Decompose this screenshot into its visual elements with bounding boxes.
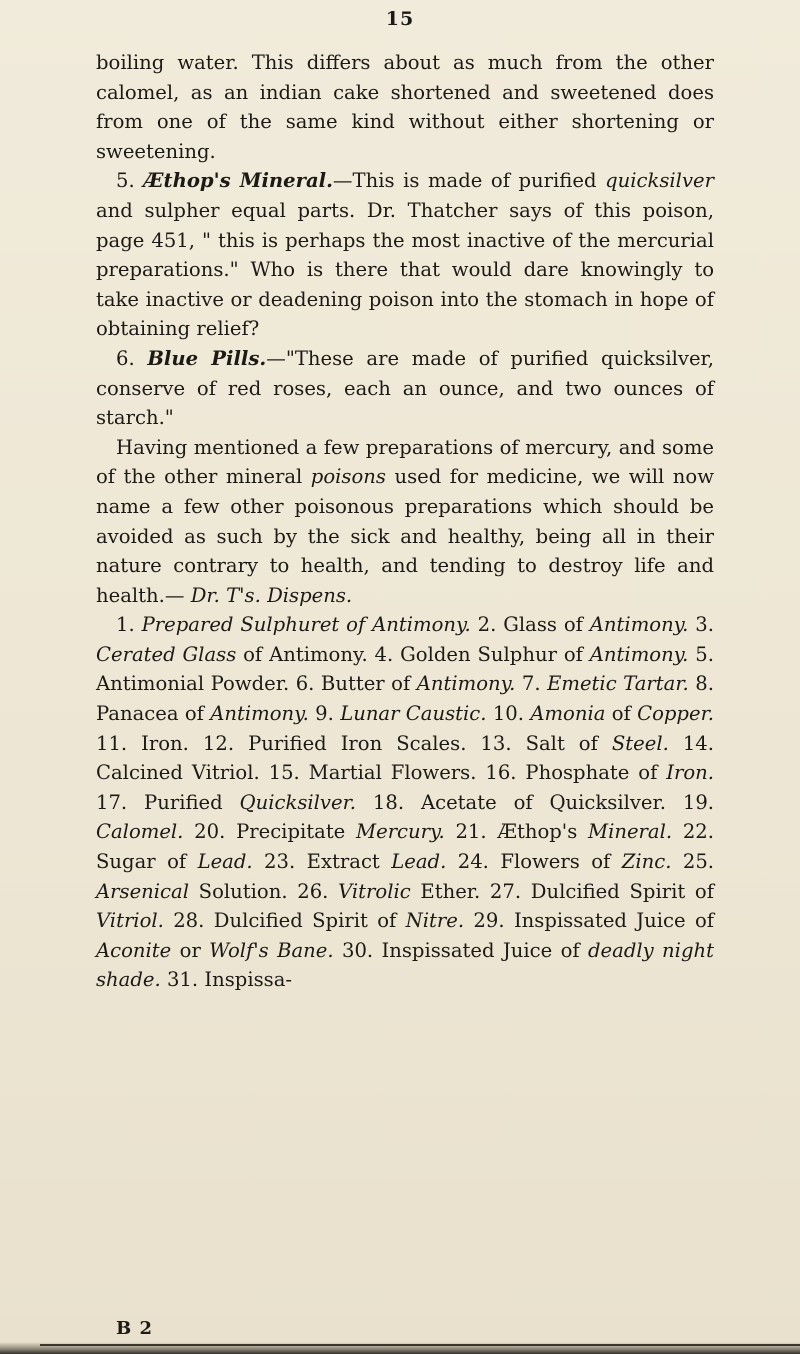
list-item-number: 10. [486,702,531,726]
list-item-text: of Antimony. [236,642,368,666]
list-item-number: 8. [688,672,714,696]
list-item-text: Antimony. [589,642,689,666]
list-item-text: Iron. [141,731,189,755]
list-item-text: Solution. [188,879,288,903]
item-emphasis: quicksilver [605,169,714,193]
list-item-number: 1. [116,613,142,637]
list-item-text: Ether. [410,879,481,903]
list-item-text: Prepared Sulphuret of Antimony. [141,613,471,637]
list-item-text: Æthop's [497,820,588,844]
list-item-number: 14. [668,731,714,755]
list-item-text: Martial Flowers. [308,761,477,785]
list-item-text: Antimonial Powder. [96,672,290,696]
item-text: and sulpher equal parts. Dr. Thatcher says of this poison, page 451, " this is perhaps the most inactive of the mercurial preparations." Who is there that would dare knowingly to take inactive or deadening poison into the stomach in hope of obtaining relief? [96,198,714,341]
list-item-number: 5. [688,642,714,666]
list-item-number: 6. [289,672,321,696]
list-item-number: 2. [470,613,504,637]
list-item-text: Glass of [503,613,590,637]
list-item-number: 15. [259,761,309,785]
list-item-text: Quicksilver. [239,790,357,814]
list-item-text: Arsenical [96,879,189,903]
list-item-text: Aconite [96,938,172,962]
list-item-text: Calcined Vitriol. [96,761,260,785]
list-item-text: Lunar Caustic. [340,702,487,726]
list-item-text: Inspissa- [204,968,292,992]
list-item-number: 18. [356,790,421,814]
list-item-text: Vitrolic [338,879,411,903]
list-item-number: 12. [188,731,249,755]
list-item-number: 30. [333,938,382,962]
list-item-text: Purified [144,790,240,814]
list-item-text: Iron. [666,761,714,785]
list-item-text: deadly night shade. [96,938,714,992]
list-item-number: 11. [96,731,142,755]
paragraph-calomel-continued: boiling water. This differs about as much from the other calomel, as an indian cake shortened and sweetened does from one of the same kind without either shortening or sweetening. [96,51,714,163]
item-number: 6. [116,346,148,370]
list-item-text: Lead. [197,850,253,874]
list-item-text: or [171,938,210,962]
list-item-text: Wolf's Bane. [209,938,334,962]
list-item-number: 13. [466,731,526,755]
list-item-number: 3. [688,613,714,637]
list-item-text: Mineral. [588,820,673,844]
list-item-number: 17. [96,790,145,814]
list-item-number: 29. [464,909,514,933]
list-item-text: Dulcified Spirit of [213,909,406,933]
page-edge-line [40,1344,800,1346]
list-item-text: Dulcified Spirit of [530,879,714,903]
list-item-text: Inspissated Juice of [513,909,715,933]
list-item-text: Steel. [611,731,669,755]
list-item-text: Antimony. [589,613,689,637]
list-item-number: 27. [480,879,531,903]
body-text [96,48,714,995]
list-item-text: Extract [306,850,392,874]
item-emphasis: poisons [310,465,386,489]
item-text: —"These are made of purified quicksilver, conserve of red roses, each an ounce, and two ounces of starch." [96,346,714,430]
list-item-number: 4. [367,642,401,666]
list-item-text: of [605,702,638,726]
paragraph-other-poisons [96,433,714,611]
list-item-text: Antimony. [416,672,516,696]
list-item-number: 22. [672,820,714,844]
list-item-text: Acetate of Quicksilver. [420,790,666,814]
list-item-text: Copper. [637,702,715,726]
list-item-text: Purified Iron Scales. [248,731,467,755]
signature-mark: B 2 [116,1318,154,1339]
list-item-number: 24. [446,850,501,874]
list-item-text: Golden Sulphur of [400,642,590,666]
list-item-text: Nitre. [405,909,465,933]
item-text: —This is made of purified [332,169,606,193]
list-item-text: Panacea of [96,702,211,726]
item-number: 5. [116,169,144,193]
list-item-text: Phosphate of [525,761,667,785]
list-item-text: Vitriol. [96,909,164,933]
source-citation: Dr. T's. Dispens. [190,583,353,607]
item-title: Blue Pills. [147,346,267,370]
paragraph-ethiops-mineral [96,166,714,344]
list-item-number: 21. [444,820,498,844]
item-text: used for medicine, we will now name a few other poisonous preparations which should be avoided as such by the sick and healthy, being all in their nature contrary to health, and tending to destroy life and health.— [96,465,714,607]
list-item-text: Calomel. [96,820,184,844]
list-item-text: Lead. [391,850,447,874]
list-item-number: 31. [160,968,205,992]
list-item-number: 7. [515,672,548,696]
item-title: Æthop's Mineral. [143,169,333,193]
list-item-number: 19. [665,790,715,814]
list-item-text: Zinc. [621,850,672,874]
paragraph-blue-pills [96,344,714,433]
list-item-number: 25. [671,850,715,874]
list-item-text: Sugar of [96,850,198,874]
list-item-text: Salt of [525,731,612,755]
list-item-text: Flowers of [500,850,622,874]
list-item-number: 9. [308,702,341,726]
list-item-text: Inspissated Juice of [381,938,588,962]
list-item-text: Cerated Glass [96,642,237,666]
page-number: 15 [385,8,415,30]
list-item-text: Antimony. [210,702,309,726]
list-item-text: Emetic Tartar. [547,672,689,696]
list-item-number: 23. [252,850,307,874]
list-item-text: Mercury. [356,820,445,844]
list-item-text: Precipitate [236,820,357,844]
poison-list [96,610,714,995]
list-item-number: 28. [163,909,214,933]
list-item-number: 16. [476,761,526,785]
list-item-number: 26. [287,879,339,903]
list-item-text: Butter of [320,672,417,696]
list-item-text: Amonia [530,702,606,726]
list-item-number: 20. [183,820,237,844]
item-text: Having mentioned a few preparations of mercury, and some of the other mineral [96,435,714,489]
